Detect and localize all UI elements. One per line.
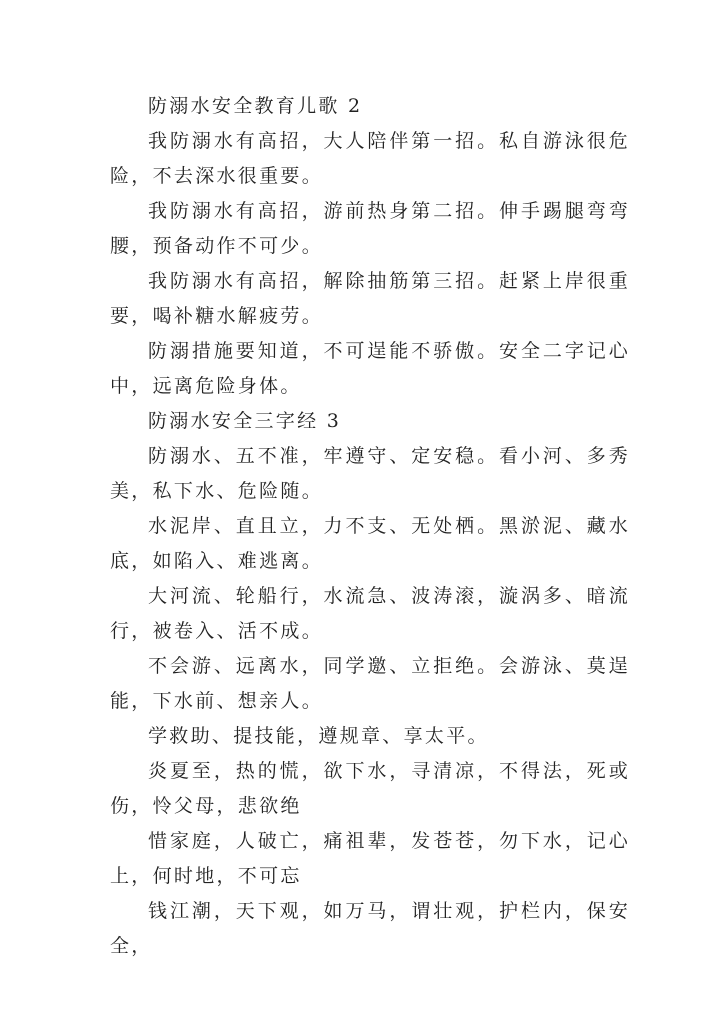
section-heading: 防溺水安全教育儿歌 2 [148, 95, 363, 117]
paragraph: 我防溺水有高招，解除抽筋第三招。赶紧上岸很重要，喝补糖水解疲劳。 [110, 270, 630, 327]
paragraph: 防溺水、五不准，牢遵守、定安稳。看小河、多秀美，私下水、危险随。 [110, 445, 630, 502]
paragraph: 惜家庭，人破亡，痛祖辈，发苍苍，勿下水，记心上，何时地，不可忘 [110, 830, 630, 887]
paragraph: 大河流、轮船行，水流急、波涛滚，漩涡多、暗流行，被卷入、活不成。 [110, 585, 630, 642]
paragraph: 学救助、提技能，遵规章、享太平。 [148, 725, 489, 747]
paragraph: 我防溺水有高招，大人陪伴第一招。私自游泳很危险，不去深水很重要。 [110, 130, 630, 187]
paragraph: 水泥岸、直且立，力不支、无处栖。黑淤泥、藏水底，如陷入、难逃离。 [110, 515, 630, 572]
paragraph: 我防溺水有高招，游前热身第二招。伸手踢腿弯弯腰，预备动作不可少。 [110, 200, 630, 257]
paragraph: 炎夏至，热的慌，欲下水，寻清凉，不得法，死或伤，怜父母，悲欲绝 [110, 760, 630, 817]
paragraph: 防溺措施要知道，不可逞能不骄傲。安全二字记心中，远离危险身体。 [110, 340, 630, 397]
section-heading: 防溺水安全三字经 3 [148, 410, 342, 432]
paragraph: 钱江潮，天下观，如万马，谓壮观，护栏内，保安全， [110, 900, 630, 957]
paragraph: 不会游、远离水，同学邀、立拒绝。会游泳、莫逞能，下水前、想亲人。 [110, 655, 630, 712]
document-page [110, 89, 630, 964]
